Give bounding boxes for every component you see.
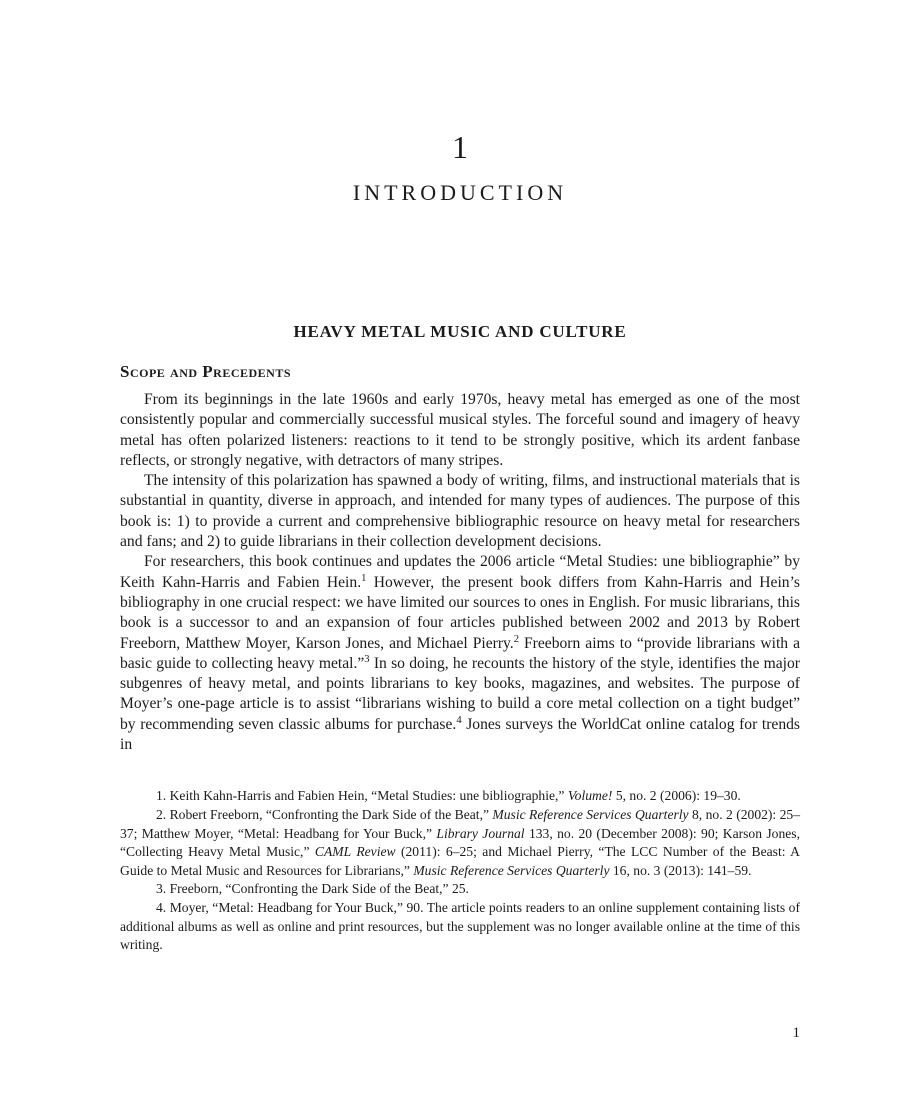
body-text (120, 390, 800, 755)
footnotes-section (120, 787, 800, 954)
footnote-reference: 1 (361, 572, 367, 584)
footnote-3: 3. Freeborn, “Confronting the Dark Side of the Beat,” 25. (156, 881, 469, 897)
chapter-number: 1 (452, 129, 468, 165)
page-body (120, 322, 800, 755)
body-paragraph-3: For researchers, this book continues and updates the 2006 article “Metal Studies: une bibliographie” by Keith Kahn-Harris and Fabien Hein.$^1$ However, the present book differs from Kahn-Harris and Hein’s bibliography in one crucial respect: we have limited our sources to ones in English. For music librarians, this book is a successor to and an expansion of four articles published between 2002 and 2013 by Robert Freeborn, Matthew Moyer, Karson Jones, and Michael Pierry.$^2$ Freeborn aims to “provide librarians with a basic guide to collecting heavy metal.”$^3$ In so doing, he recounts the history of the style, identifies the major subgenres of heavy metal, and points librarians to key books, magazines, and websites. The purpose of Moyer’s one-page article is to assist “librarians wishing to build a core metal collection on a tight budget” by recommending seven classic albums for purchase.$^4$ Jones surveys the WorldCat online catalog for trends in (120, 553, 800, 754)
footnote-1: 1. Keith Kahn-Harris and Fabien Hein, “Metal Studies: une bibliographie,” Volume! 5, no. 2 (2006): 19–30. (156, 788, 741, 804)
footnote-2: 2. Robert Freeborn, “Confronting the Dark Side of the Beat,” Music Reference Services Quarterly 8, no. 2 (2002): 25–37; Matthew Moyer, “Metal: Headbang for Your Buck,” Library Journal 133, no. 20 (December 2008): 90; Karson Jones, “Collecting Heavy Metal Music,” CAML Review (2011): 6–25; and Michael Pierry, “The LCC Number of the Beast: A Guide to Metal Music and Resources for Librarians,” Music Reference Services Quarterly 16, no. 3 (2013): 141–59. (120, 806, 801, 878)
section-heading: HEAVY METAL MUSIC AND CULTURE (293, 322, 627, 341)
subheading-scope-and-precedents: Scope and Precedents (120, 362, 292, 381)
page-number: 1 (792, 1025, 800, 1041)
chapter-title: INTRODUCTION (352, 180, 568, 205)
chapter-header (120, 130, 800, 206)
body-paragraph-2: The intensity of this polarization has spawned a body of writing, films, and instructional materials that is substantial in quantity, diverse in approach, and intended for many types of audiences. The purpose of this book is: 1) to provide a current and comprehensive bibliographic resource on heavy metal for researchers and fans; and 2) to guide librarians in their collection development decisions. (120, 472, 800, 551)
footnote-reference: 3 (364, 653, 370, 665)
footnote-4: 4. Moyer, “Metal: Headbang for Your Buck,” 90. The article points readers to an online supplement containing lists of additional albums as well as online and print resources, but the supplement was no longer available online at the time of this writing. (120, 899, 800, 953)
footnote-reference: 4 (456, 714, 462, 726)
body-paragraph-1: From its beginnings in the late 1960s and early 1970s, heavy metal has emerged as one of the most consistently popular and commercially successful musical styles. The forceful sound and imagery of heavy metal has often polarized listeners: reactions to it tend to be strongly positive, which its ardent fanbase reflects, or strongly negative, with detractors of many stripes. (120, 391, 800, 469)
footnote-reference: 2 (513, 633, 519, 645)
